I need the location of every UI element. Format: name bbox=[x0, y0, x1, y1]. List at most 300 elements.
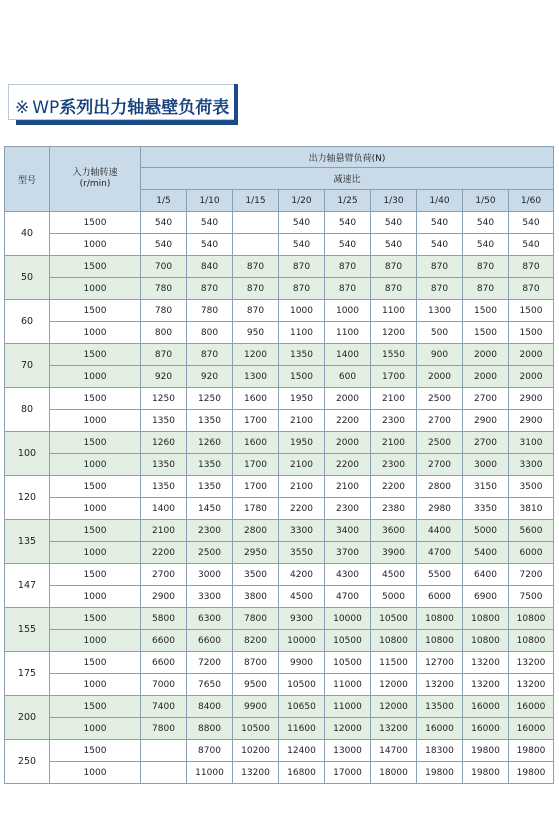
load-value-cell bbox=[141, 740, 187, 762]
load-value-cell: 2100 bbox=[279, 476, 325, 498]
speed-header-label: 入力轴转速 bbox=[72, 168, 118, 178]
load-value-cell: 7200 bbox=[509, 564, 554, 586]
load-value-cell: 8400 bbox=[187, 696, 233, 718]
ratio-header-cell: 1/15 bbox=[233, 190, 279, 212]
load-value-cell: 870 bbox=[279, 256, 325, 278]
table-row bbox=[5, 278, 554, 300]
load-value-cell: 1450 bbox=[187, 498, 233, 520]
load-value-cell: 18000 bbox=[371, 762, 417, 784]
load-value-cell: 16000 bbox=[463, 696, 509, 718]
load-value-cell: 2500 bbox=[417, 432, 463, 454]
table-row bbox=[5, 498, 554, 520]
load-value-cell: 2000 bbox=[509, 344, 554, 366]
load-value-cell: 1500 bbox=[463, 300, 509, 322]
load-value-cell: 3300 bbox=[509, 454, 554, 476]
title-prefix: WP bbox=[32, 98, 60, 118]
load-value-cell: 4500 bbox=[371, 564, 417, 586]
load-value-cell: 3300 bbox=[187, 586, 233, 608]
load-value-cell: 12000 bbox=[325, 718, 371, 740]
load-value-cell: 3810 bbox=[509, 498, 554, 520]
load-value-cell: 11000 bbox=[187, 762, 233, 784]
model-cell: 100 bbox=[5, 432, 50, 476]
load-value-cell: 13200 bbox=[463, 674, 509, 696]
speed-cell: 1000 bbox=[50, 454, 141, 476]
load-value-cell: 10500 bbox=[325, 630, 371, 652]
load-value-cell: 6300 bbox=[187, 608, 233, 630]
load-value-cell: 16000 bbox=[417, 718, 463, 740]
load-value-cell: 700 bbox=[141, 256, 187, 278]
load-value-cell: 8800 bbox=[187, 718, 233, 740]
load-value-cell: 10800 bbox=[509, 608, 554, 630]
load-value-cell: 3000 bbox=[463, 454, 509, 476]
speed-cell: 1000 bbox=[50, 410, 141, 432]
load-value-cell: 1550 bbox=[371, 344, 417, 366]
load-value-cell: 2200 bbox=[325, 454, 371, 476]
load-value-cell: 3700 bbox=[325, 542, 371, 564]
load-value-cell: 870 bbox=[233, 300, 279, 322]
load-value-cell: 540 bbox=[141, 212, 187, 234]
ratio-header-cell: 1/10 bbox=[187, 190, 233, 212]
load-value-cell: 7800 bbox=[233, 608, 279, 630]
load-value-cell: 7200 bbox=[187, 652, 233, 674]
load-value-cell: 3550 bbox=[279, 542, 325, 564]
table-row bbox=[5, 388, 554, 410]
load-value-cell: 1200 bbox=[371, 322, 417, 344]
load-value-cell: 1500 bbox=[509, 322, 554, 344]
load-value-cell: 12000 bbox=[371, 674, 417, 696]
ratio-header-cell: 1/50 bbox=[463, 190, 509, 212]
load-value-cell: 920 bbox=[141, 366, 187, 388]
load-value-cell: 2200 bbox=[325, 410, 371, 432]
load-value-cell: 1250 bbox=[141, 388, 187, 410]
speed-cell: 1500 bbox=[50, 564, 141, 586]
load-value-cell: 1500 bbox=[509, 300, 554, 322]
load-value-cell: 2200 bbox=[279, 498, 325, 520]
table-row bbox=[5, 520, 554, 542]
load-value-cell: 540 bbox=[509, 212, 554, 234]
load-value-cell: 870 bbox=[141, 344, 187, 366]
load-value-cell: 9900 bbox=[279, 652, 325, 674]
load-value-cell: 870 bbox=[463, 278, 509, 300]
table-row bbox=[5, 740, 554, 762]
load-value-cell: 2900 bbox=[141, 586, 187, 608]
load-value-cell: 12400 bbox=[279, 740, 325, 762]
load-value-cell: 870 bbox=[187, 278, 233, 300]
load-value-cell: 840 bbox=[187, 256, 233, 278]
load-value-cell: 11600 bbox=[279, 718, 325, 740]
load-value-cell: 5600 bbox=[509, 520, 554, 542]
load-value-cell: 1350 bbox=[187, 454, 233, 476]
load-value-cell: 7800 bbox=[141, 718, 187, 740]
load-value-cell: 2980 bbox=[417, 498, 463, 520]
load-value-cell: 2000 bbox=[417, 366, 463, 388]
speed-header bbox=[50, 147, 141, 212]
table-row bbox=[5, 608, 554, 630]
table-row bbox=[5, 630, 554, 652]
load-value-cell: 540 bbox=[279, 234, 325, 256]
load-value-cell: 16000 bbox=[463, 718, 509, 740]
speed-cell: 1000 bbox=[50, 718, 141, 740]
load-value-cell: 3500 bbox=[233, 564, 279, 586]
load-value-cell: 1100 bbox=[325, 322, 371, 344]
load-value-cell: 2000 bbox=[463, 344, 509, 366]
load-value-cell: 1950 bbox=[279, 388, 325, 410]
overhung-load-table bbox=[4, 146, 554, 784]
load-value-cell: 19800 bbox=[509, 740, 554, 762]
table-row bbox=[5, 300, 554, 322]
table-row bbox=[5, 762, 554, 784]
load-value-cell: 2000 bbox=[325, 388, 371, 410]
load-value-cell: 3300 bbox=[279, 520, 325, 542]
load-value-cell: 540 bbox=[463, 234, 509, 256]
title-shadow-side bbox=[234, 84, 238, 125]
load-value-cell: 780 bbox=[141, 278, 187, 300]
load-value-cell: 1350 bbox=[187, 410, 233, 432]
load-value-cell: 1400 bbox=[325, 344, 371, 366]
load-value-cell: 2300 bbox=[325, 498, 371, 520]
table-row bbox=[5, 674, 554, 696]
load-value-cell: 5400 bbox=[463, 542, 509, 564]
model-cell: 175 bbox=[5, 652, 50, 696]
load-value-cell: 870 bbox=[325, 256, 371, 278]
title-main: 系列出力轴悬壁负荷表 bbox=[59, 98, 230, 118]
speed-header-unit: (r/min) bbox=[79, 179, 111, 189]
load-value-cell: 13500 bbox=[417, 696, 463, 718]
load-value-cell: 3350 bbox=[463, 498, 509, 520]
load-value-cell: 6600 bbox=[141, 630, 187, 652]
load-value-cell: 540 bbox=[325, 212, 371, 234]
load-value-cell: 4500 bbox=[279, 586, 325, 608]
speed-cell: 1500 bbox=[50, 388, 141, 410]
load-value-cell: 1780 bbox=[233, 498, 279, 520]
load-value-cell: 1300 bbox=[417, 300, 463, 322]
load-value-cell: 800 bbox=[187, 322, 233, 344]
load-value-cell: 540 bbox=[141, 234, 187, 256]
load-value-cell: 870 bbox=[463, 256, 509, 278]
ratio-header-cell: 1/40 bbox=[417, 190, 463, 212]
speed-cell: 1000 bbox=[50, 498, 141, 520]
ratio-header-cell: 1/20 bbox=[279, 190, 325, 212]
load-value-cell: 2700 bbox=[463, 432, 509, 454]
model-cell: 135 bbox=[5, 520, 50, 564]
load-value-cell: 540 bbox=[187, 212, 233, 234]
load-value-cell: 2000 bbox=[325, 432, 371, 454]
model-cell: 200 bbox=[5, 696, 50, 740]
model-cell: 120 bbox=[5, 476, 50, 520]
load-value-cell: 19800 bbox=[463, 762, 509, 784]
speed-cell: 1000 bbox=[50, 234, 141, 256]
load-value-cell: 780 bbox=[141, 300, 187, 322]
load-value-cell: 10000 bbox=[279, 630, 325, 652]
load-value-cell: 870 bbox=[371, 278, 417, 300]
load-value-cell: 870 bbox=[187, 344, 233, 366]
load-value-cell: 14700 bbox=[371, 740, 417, 762]
load-value-cell: 870 bbox=[325, 278, 371, 300]
load-value-cell: 2700 bbox=[463, 388, 509, 410]
load-value-cell: 540 bbox=[509, 234, 554, 256]
load-value-cell: 11000 bbox=[325, 696, 371, 718]
load-value-cell: 9900 bbox=[233, 696, 279, 718]
load-value-cell: 13200 bbox=[509, 674, 554, 696]
load-value-cell: 3400 bbox=[325, 520, 371, 542]
load-value-cell: 10800 bbox=[417, 630, 463, 652]
load-value-cell: 1300 bbox=[233, 366, 279, 388]
title-shadow bbox=[16, 120, 238, 125]
load-value-cell: 2900 bbox=[509, 410, 554, 432]
load-value-cell: 900 bbox=[417, 344, 463, 366]
load-value-cell: 540 bbox=[371, 212, 417, 234]
load-value-cell: 18300 bbox=[417, 740, 463, 762]
load-value-cell bbox=[141, 762, 187, 784]
load-value-cell: 600 bbox=[325, 366, 371, 388]
load-value-cell: 3800 bbox=[233, 586, 279, 608]
table-row bbox=[5, 564, 554, 586]
speed-cell: 1000 bbox=[50, 762, 141, 784]
load-value-cell: 13200 bbox=[463, 652, 509, 674]
load-header: 出力轴悬臂负荷(N) bbox=[141, 147, 554, 168]
load-value-cell: 8700 bbox=[233, 652, 279, 674]
load-value-cell: 1260 bbox=[187, 432, 233, 454]
load-value-cell: 1950 bbox=[279, 432, 325, 454]
load-value-cell: 8700 bbox=[187, 740, 233, 762]
load-value-cell: 2500 bbox=[417, 388, 463, 410]
load-value-cell: 3500 bbox=[509, 476, 554, 498]
load-value-cell: 2100 bbox=[371, 432, 417, 454]
table-row bbox=[5, 212, 554, 234]
load-value-cell: 2100 bbox=[371, 388, 417, 410]
load-value-cell: 2100 bbox=[279, 454, 325, 476]
load-value-cell: 6400 bbox=[463, 564, 509, 586]
load-value-cell: 540 bbox=[417, 212, 463, 234]
model-cell: 70 bbox=[5, 344, 50, 388]
load-value-cell: 1400 bbox=[141, 498, 187, 520]
load-value-cell: 540 bbox=[187, 234, 233, 256]
load-value-cell: 3600 bbox=[371, 520, 417, 542]
model-header: 型号 bbox=[5, 147, 50, 212]
load-value-cell: 13200 bbox=[509, 652, 554, 674]
load-value-cell: 8200 bbox=[233, 630, 279, 652]
load-value-cell: 10500 bbox=[279, 674, 325, 696]
load-value-cell: 6000 bbox=[509, 542, 554, 564]
speed-cell: 1500 bbox=[50, 212, 141, 234]
load-value-cell: 2500 bbox=[187, 542, 233, 564]
load-value-cell: 17000 bbox=[325, 762, 371, 784]
load-value-cell: 2900 bbox=[463, 410, 509, 432]
load-value-cell: 2800 bbox=[233, 520, 279, 542]
load-value-cell: 16000 bbox=[509, 718, 554, 740]
load-value-cell: 5800 bbox=[141, 608, 187, 630]
table-row bbox=[5, 410, 554, 432]
table-row bbox=[5, 322, 554, 344]
load-value-cell: 870 bbox=[233, 256, 279, 278]
speed-cell: 1500 bbox=[50, 740, 141, 762]
load-value-cell: 1700 bbox=[233, 454, 279, 476]
table-row bbox=[5, 366, 554, 388]
load-value-cell: 870 bbox=[509, 256, 554, 278]
speed-cell: 1500 bbox=[50, 696, 141, 718]
load-value-cell: 4700 bbox=[325, 586, 371, 608]
load-value-cell: 4700 bbox=[417, 542, 463, 564]
load-value-cell: 2800 bbox=[417, 476, 463, 498]
load-value-cell: 2100 bbox=[141, 520, 187, 542]
load-value-cell: 1700 bbox=[233, 476, 279, 498]
model-cell: 80 bbox=[5, 388, 50, 432]
speed-cell: 1000 bbox=[50, 366, 141, 388]
load-value-cell: 2000 bbox=[509, 366, 554, 388]
load-value-cell: 4200 bbox=[279, 564, 325, 586]
speed-cell: 1000 bbox=[50, 586, 141, 608]
load-value-cell: 1100 bbox=[279, 322, 325, 344]
load-value-cell: 1350 bbox=[141, 454, 187, 476]
load-value-cell: 1000 bbox=[279, 300, 325, 322]
load-value-cell: 1100 bbox=[371, 300, 417, 322]
load-value-cell: 540 bbox=[417, 234, 463, 256]
load-value-cell: 11000 bbox=[325, 674, 371, 696]
table-row bbox=[5, 432, 554, 454]
load-value-cell: 10000 bbox=[325, 608, 371, 630]
load-value-cell: 870 bbox=[417, 278, 463, 300]
table-row bbox=[5, 476, 554, 498]
load-value-cell: 1500 bbox=[463, 322, 509, 344]
speed-cell: 1500 bbox=[50, 344, 141, 366]
ratio-header: 减速比 bbox=[141, 168, 554, 190]
load-value-cell: 920 bbox=[187, 366, 233, 388]
load-value-cell: 11500 bbox=[371, 652, 417, 674]
load-value-cell: 19800 bbox=[509, 762, 554, 784]
page-title bbox=[15, 93, 229, 118]
ratio-header-cell: 1/5 bbox=[141, 190, 187, 212]
ratio-header-cell: 1/30 bbox=[371, 190, 417, 212]
load-value-cell: 4300 bbox=[325, 564, 371, 586]
load-value-cell: 540 bbox=[463, 212, 509, 234]
load-value-cell: 7500 bbox=[509, 586, 554, 608]
load-value-cell: 6900 bbox=[463, 586, 509, 608]
load-value-cell: 540 bbox=[371, 234, 417, 256]
load-value-cell: 7650 bbox=[187, 674, 233, 696]
load-value-cell bbox=[233, 212, 279, 234]
load-value-cell: 2200 bbox=[371, 476, 417, 498]
load-value-cell: 870 bbox=[509, 278, 554, 300]
model-cell: 50 bbox=[5, 256, 50, 300]
load-value-cell: 10800 bbox=[509, 630, 554, 652]
model-cell: 60 bbox=[5, 300, 50, 344]
load-value-cell: 6000 bbox=[417, 586, 463, 608]
load-value-cell: 2300 bbox=[371, 454, 417, 476]
load-value-cell: 3000 bbox=[187, 564, 233, 586]
table-row bbox=[5, 586, 554, 608]
ratio-header-cell: 1/60 bbox=[509, 190, 554, 212]
load-value-cell: 1350 bbox=[187, 476, 233, 498]
load-value-cell: 800 bbox=[141, 322, 187, 344]
load-value-cell: 1500 bbox=[279, 366, 325, 388]
speed-cell: 1500 bbox=[50, 652, 141, 674]
load-value-cell bbox=[233, 234, 279, 256]
speed-cell: 1000 bbox=[50, 630, 141, 652]
load-value-cell: 1700 bbox=[233, 410, 279, 432]
load-value-cell: 500 bbox=[417, 322, 463, 344]
load-value-cell: 870 bbox=[417, 256, 463, 278]
load-value-cell: 1250 bbox=[187, 388, 233, 410]
table-row bbox=[5, 234, 554, 256]
load-value-cell: 10650 bbox=[279, 696, 325, 718]
load-value-cell: 13200 bbox=[371, 718, 417, 740]
speed-cell: 1500 bbox=[50, 432, 141, 454]
load-value-cell: 2950 bbox=[233, 542, 279, 564]
table-row bbox=[5, 696, 554, 718]
load-value-cell: 4400 bbox=[417, 520, 463, 542]
speed-cell: 1500 bbox=[50, 476, 141, 498]
load-value-cell: 9500 bbox=[233, 674, 279, 696]
load-value-cell: 7000 bbox=[141, 674, 187, 696]
load-value-cell: 1600 bbox=[233, 388, 279, 410]
load-value-cell: 2200 bbox=[141, 542, 187, 564]
load-value-cell: 2300 bbox=[187, 520, 233, 542]
speed-cell: 1500 bbox=[50, 300, 141, 322]
load-value-cell: 540 bbox=[325, 234, 371, 256]
load-value-cell: 1350 bbox=[141, 476, 187, 498]
load-value-cell: 5000 bbox=[463, 520, 509, 542]
load-value-cell: 870 bbox=[233, 278, 279, 300]
load-value-cell: 2000 bbox=[463, 366, 509, 388]
table-row bbox=[5, 454, 554, 476]
load-value-cell: 10200 bbox=[233, 740, 279, 762]
speed-cell: 1000 bbox=[50, 674, 141, 696]
load-value-cell: 1200 bbox=[233, 344, 279, 366]
speed-cell: 1000 bbox=[50, 322, 141, 344]
load-value-cell: 1260 bbox=[141, 432, 187, 454]
speed-cell: 1000 bbox=[50, 278, 141, 300]
load-value-cell: 13000 bbox=[325, 740, 371, 762]
load-value-cell: 780 bbox=[187, 300, 233, 322]
ratio-header-cell: 1/25 bbox=[325, 190, 371, 212]
table-row bbox=[5, 542, 554, 564]
load-value-cell: 16800 bbox=[279, 762, 325, 784]
load-value-cell: 7400 bbox=[141, 696, 187, 718]
load-value-cell: 1000 bbox=[325, 300, 371, 322]
load-value-cell: 870 bbox=[279, 278, 325, 300]
load-value-cell: 10500 bbox=[325, 652, 371, 674]
model-cell: 147 bbox=[5, 564, 50, 608]
load-value-cell: 5000 bbox=[371, 586, 417, 608]
load-value-cell: 19800 bbox=[463, 740, 509, 762]
load-value-cell: 2380 bbox=[371, 498, 417, 520]
load-value-cell: 1350 bbox=[141, 410, 187, 432]
table-row bbox=[5, 256, 554, 278]
speed-cell: 1500 bbox=[50, 256, 141, 278]
load-value-cell: 2300 bbox=[371, 410, 417, 432]
load-value-cell: 2700 bbox=[141, 564, 187, 586]
table-row bbox=[5, 344, 554, 366]
load-value-cell: 2100 bbox=[325, 476, 371, 498]
title-mark: ※ bbox=[15, 98, 30, 118]
speed-cell: 1500 bbox=[50, 608, 141, 630]
load-value-cell: 870 bbox=[371, 256, 417, 278]
speed-cell: 1000 bbox=[50, 542, 141, 564]
load-value-cell: 19800 bbox=[417, 762, 463, 784]
load-value-cell: 16000 bbox=[509, 696, 554, 718]
speed-cell: 1500 bbox=[50, 520, 141, 542]
load-value-cell: 13200 bbox=[417, 674, 463, 696]
load-value-cell: 1700 bbox=[371, 366, 417, 388]
load-value-cell: 12700 bbox=[417, 652, 463, 674]
load-value-cell: 2700 bbox=[417, 410, 463, 432]
load-value-cell: 1350 bbox=[279, 344, 325, 366]
load-value-cell: 3150 bbox=[463, 476, 509, 498]
load-value-cell: 10800 bbox=[417, 608, 463, 630]
load-value-cell: 950 bbox=[233, 322, 279, 344]
load-value-cell: 540 bbox=[279, 212, 325, 234]
model-cell: 40 bbox=[5, 212, 50, 256]
